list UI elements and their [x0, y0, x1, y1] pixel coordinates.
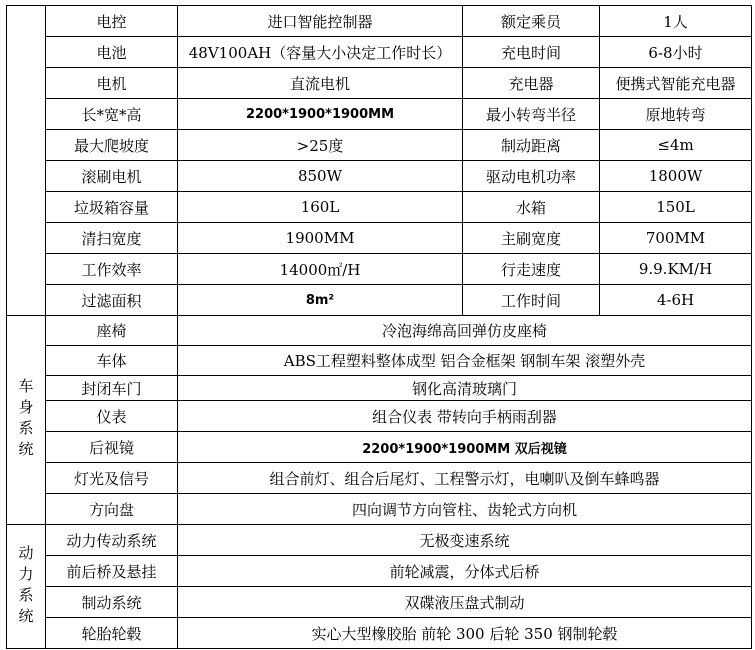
spec-label: 水箱 [463, 192, 600, 223]
blank-cell [7, 6, 46, 316]
body-system-title: 车身系统 [7, 316, 46, 525]
body-system-label: 仪表 [46, 401, 178, 432]
spec-value: >25度 [178, 130, 463, 161]
spec-label: 充电时间 [463, 37, 600, 68]
power-system-value: 无极变速系统 [178, 525, 752, 556]
body-system-value: 钢化高清玻璃门 [178, 376, 752, 401]
spec-value: 便携式智能充电器 [600, 68, 752, 99]
spec-value: 14000㎡/H [178, 254, 463, 285]
spec-value: ≤4m [600, 130, 752, 161]
spec-label: 电池 [46, 37, 178, 68]
spec-value: 4-6H [600, 285, 752, 316]
spec-value: 700MM [600, 223, 752, 254]
body-system-value: ABS工程塑料整体成型 铝合金框架 钢制车架 滚塑外壳 [178, 346, 752, 376]
spec-value: 8m² [178, 285, 463, 316]
spec-table [6, 5, 752, 649]
spec-label: 垃圾箱容量 [46, 192, 178, 223]
spec-label: 电控 [46, 6, 178, 37]
spec-value: 进口智能控制器 [178, 6, 463, 37]
spec-value: 原地转弯 [600, 99, 752, 130]
spec-label: 工作时间 [463, 285, 600, 316]
body-system-label: 车体 [46, 346, 178, 376]
spec-value: 6-8小时 [600, 37, 752, 68]
spec-label: 滚刷电机 [46, 161, 178, 192]
spec-label: 电机 [46, 68, 178, 99]
spec-label: 清扫宽度 [46, 223, 178, 254]
spec-label: 额定乘员 [463, 6, 600, 37]
body-system-value: 四向调节方向管柱、齿轮式方向机 [178, 494, 752, 525]
spec-label: 驱动电机功率 [463, 161, 600, 192]
spec-label: 行走速度 [463, 254, 600, 285]
spec-value: 直流电机 [178, 68, 463, 99]
body-system-value: 冷泡海绵高回弹仿皮座椅 [178, 316, 752, 346]
spec-label: 长*宽*高 [46, 99, 178, 130]
spec-value: 48V100AH（容量大小决定工作时长） [178, 37, 463, 68]
body-system-label: 灯光及信号 [46, 463, 178, 494]
power-system-value: 双碟液压盘式制动 [178, 587, 752, 618]
spec-value: 1800W [600, 161, 752, 192]
body-system-label: 后视镜 [46, 432, 178, 463]
spec-label: 工作效率 [46, 254, 178, 285]
spec-value: 160L [178, 192, 463, 223]
power-system-label: 前后桥及悬挂 [46, 556, 178, 587]
power-system-label: 制动系统 [46, 587, 178, 618]
spec-label: 最大爬坡度 [46, 130, 178, 161]
power-system-label: 轮胎轮毂 [46, 618, 178, 649]
spec-label: 主刷宽度 [463, 223, 600, 254]
body-system-label: 封闭车门 [46, 376, 178, 401]
body-system-value: 组合前灯、组合后尾灯、工程警示灯，电喇叭及倒车蜂鸣器 [178, 463, 752, 494]
spec-label: 过滤面积 [46, 285, 178, 316]
power-system-title: 动力系统 [7, 525, 46, 649]
spec-value: 9.9.KM/H [600, 254, 752, 285]
power-system-value: 前轮减震，分体式后桥 [178, 556, 752, 587]
spec-value: 1人 [600, 6, 752, 37]
spec-value: 150L [600, 192, 752, 223]
power-system-value: 实心大型橡胶胎 前轮 300 后轮 350 钢制轮毂 [178, 618, 752, 649]
spec-label: 充电器 [463, 68, 600, 99]
body-system-value: 2200*1900*1900MM 双后视镜 [178, 432, 752, 463]
spec-label: 制动距离 [463, 130, 600, 161]
spec-label: 最小转弯半径 [463, 99, 600, 130]
body-system-label: 方向盘 [46, 494, 178, 525]
power-system-label: 动力传动系统 [46, 525, 178, 556]
body-system-value: 组合仪表 带转向手柄雨刮器 [178, 401, 752, 432]
spec-value: 2200*1900*1900MM [178, 99, 463, 130]
body-system-label: 座椅 [46, 316, 178, 346]
spec-value: 850W [178, 161, 463, 192]
spec-value: 1900MM [178, 223, 463, 254]
